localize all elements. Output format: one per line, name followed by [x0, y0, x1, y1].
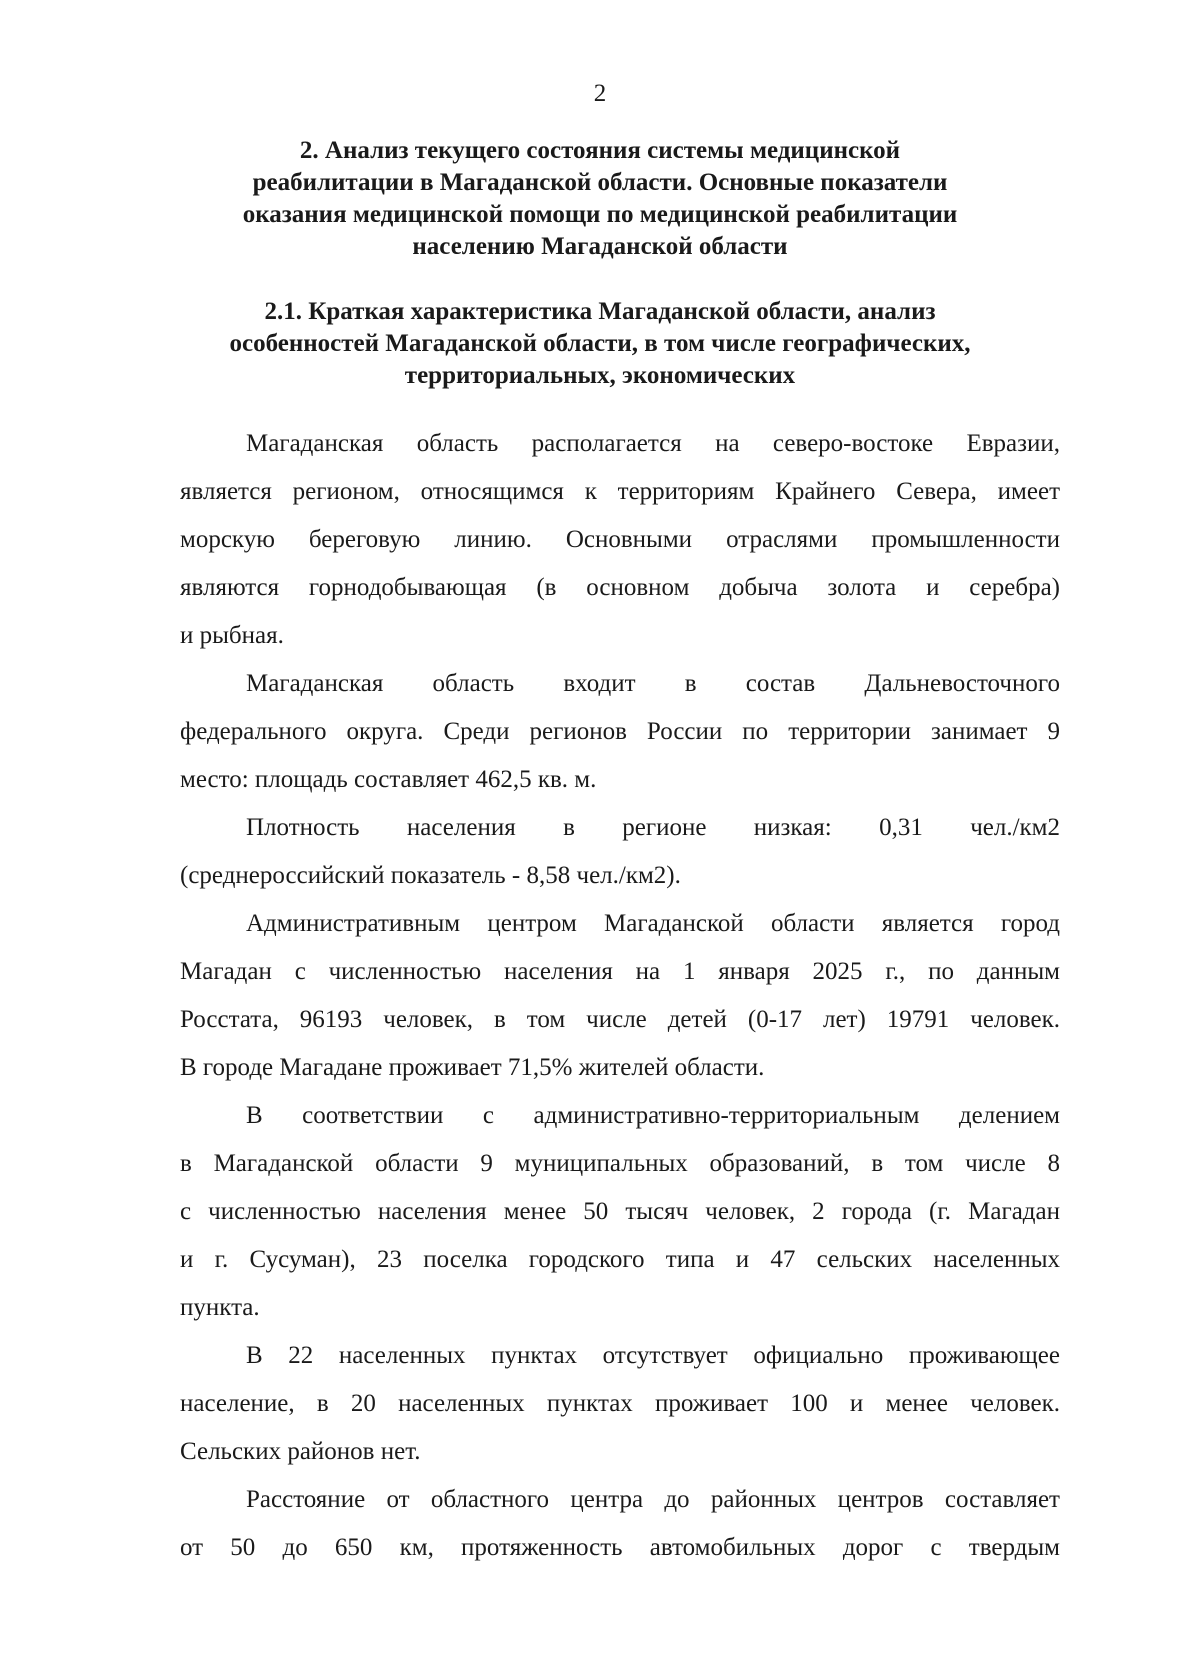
paragraph-settlements: [180, 1332, 1060, 1476]
paragraph-district: [180, 660, 1060, 804]
text-line: и г. Сусуман), 23 поселка городского типа и 47 сельских населенных: [180, 1246, 1060, 1273]
text-line: от 50 до 650 км, протяженность автомобильных дорог с твердым: [180, 1534, 1060, 1561]
subheading-line: 2.1. Краткая характеристика Магаданской области, анализ: [264, 298, 936, 325]
text-line: Магаданская область входит в состав Дальневосточного: [246, 670, 1060, 697]
text-line: Магадан с численностью населения на 1 января 2025 г., по данным: [180, 958, 1060, 985]
paragraph-admin-center: [180, 900, 1060, 1092]
text-line: морскую береговую линию. Основными отраслями промышленности: [180, 526, 1060, 553]
text-line: Расстояние от областного центра до районных центров составляет: [246, 1486, 1060, 1513]
subheading-line: особенностей Магаданской области, в том числе географических,: [229, 330, 971, 357]
text-line: пункта.: [180, 1294, 260, 1321]
text-line: население, в 20 населенных пунктах проживает 100 и менее человек.: [180, 1390, 1060, 1417]
text-line: Плотность населения в регионе низкая: 0,31 чел./км2: [246, 814, 1060, 841]
subsection-heading: [160, 296, 1040, 392]
subheading-line: территориальных, экономических: [404, 362, 796, 389]
body-text: [180, 420, 1060, 1572]
text-line: В городе Магадане проживает 71,5% жителей области.: [180, 1054, 765, 1081]
heading-line: оказания медицинской помощи по медицинской реабилитации: [242, 201, 958, 228]
paragraph-distances: [180, 1476, 1060, 1572]
text-line: Сельских районов нет.: [180, 1438, 421, 1465]
text-line: и рыбная.: [180, 622, 284, 649]
paragraph-density: [180, 804, 1060, 900]
text-line: место: площадь составляет 462,5 кв. м.: [180, 766, 597, 793]
heading-line: реабилитации в Магаданской области. Основные показатели: [252, 169, 948, 196]
text-line: являются горнодобывающая (в основном добыча золота и серебра): [180, 574, 1060, 601]
paragraph-municipalities: [180, 1092, 1060, 1332]
text-line: федерального округа. Среди регионов России по территории занимает 9: [180, 718, 1060, 745]
text-line: (среднероссийский показатель - 8,58 чел./км2).: [180, 862, 681, 889]
paragraph-geography: [180, 420, 1060, 660]
text-line: В 22 населенных пунктах отсутствует официально проживающее: [246, 1342, 1060, 1369]
heading-line: 2. Анализ текущего состояния системы медицинской: [299, 137, 901, 164]
text-line: в Магаданской области 9 муниципальных образований, в том числе 8: [180, 1150, 1060, 1177]
page-number: 2: [593, 80, 607, 107]
text-line: Магаданская область располагается на северо-востоке Евразии,: [246, 430, 1060, 457]
text-line: с численностью населения менее 50 тысяч человек, 2 города (г. Магадан: [180, 1198, 1060, 1225]
text-line: В соответствии с административно-территориальным делением: [246, 1102, 1060, 1129]
text-line: Росстата, 96193 человек, в том числе детей (0-17 лет) 19791 человек.: [180, 1006, 1060, 1033]
text-line: Административным центром Магаданской области является город: [246, 910, 1060, 937]
text-line: является регионом, относящимся к территориям Крайнего Севера, имеет: [180, 478, 1060, 505]
heading-line: населению Магаданской области: [412, 233, 788, 260]
section-heading: [160, 135, 1040, 263]
